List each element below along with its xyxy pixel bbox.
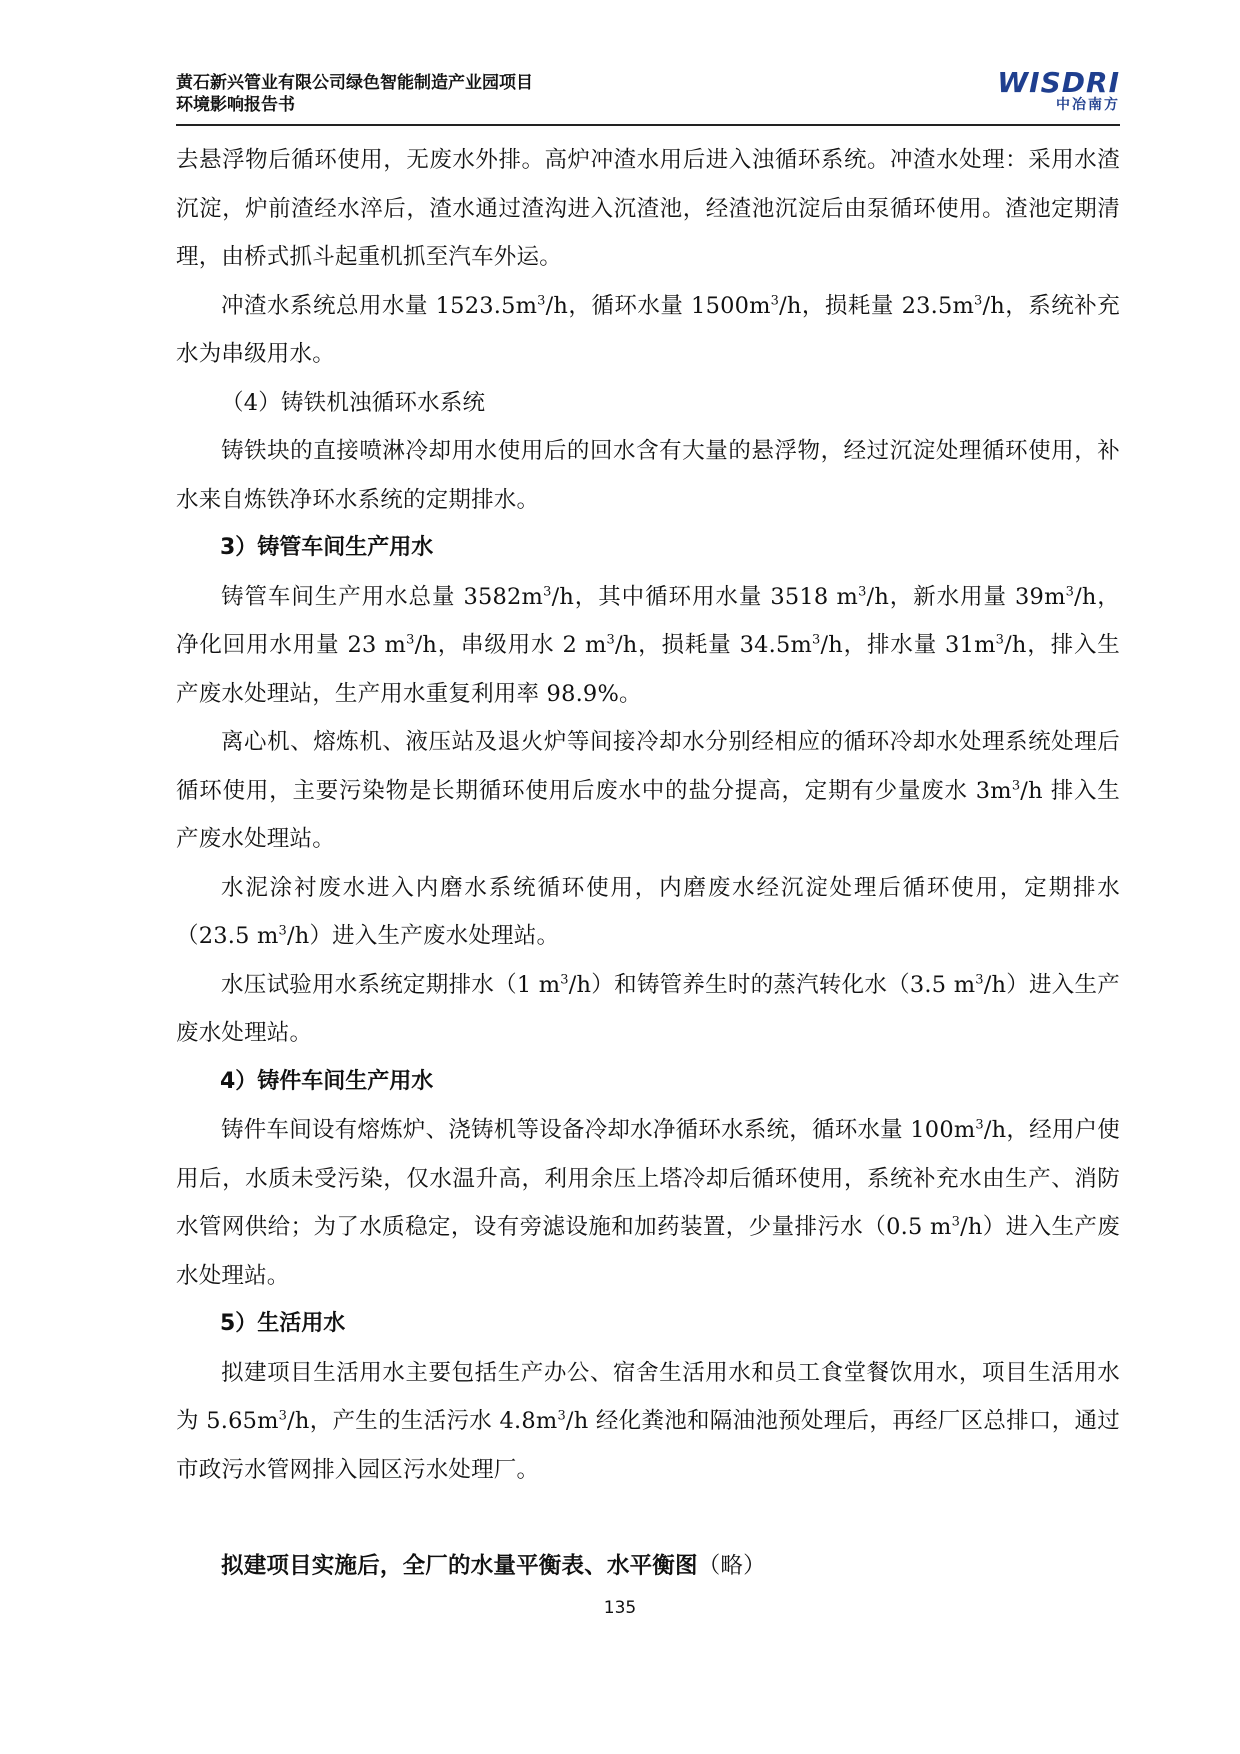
heading-domestic-water: 5）生活用水 [220, 1311, 346, 1336]
document-title-line1: 黄石新兴管业有限公司绿色智能制造产业园项目 [176, 73, 533, 93]
document-title [176, 72, 533, 116]
paragraph-slag-water: 去悬浮物后循环使用，无废水外排。高炉冲渣水用后进入浊循环系统。冲渣水处理：采用水渣沉淀，炉前渣经水淬后，渣水通过渣沟进入沉渣池，经渣池沉淀后由泵循环使用。渣池定期清理，由桥式抓斗起重机抓至汽车外运。 [176, 147, 1120, 270]
paragraph-cement-lining: 水泥涂衬废水进入内磨水系统循环使用，内磨废水经沉淀处理后循环使用，定期排水（23.5 $m^3/h$）进入生产废水处理站。 [176, 874, 1120, 949]
paragraph-water-balance-note: 拟建项目实施后，全厂的水量平衡表、水平衡图（略） [221, 1553, 766, 1579]
logo-wordmark: WISDRI [997, 68, 1120, 99]
heading-pipe-workshop: 3）铸管车间生产用水 [220, 535, 434, 560]
paragraph-casting-machine: 铸铁块的直接喷淋冷却用水使用后的回水含有大量的悬浮物，经过沉淀处理循环使用，补水来自炼铁净环水系统的定期排水。 [176, 438, 1120, 513]
paragraph-slag-water-volume: 冲渣水系统总用水量 $1523.5m^3/h$，循环水量 $1500m^3/h$，损耗量 $23.5m^3/h$，系统补充水为串级用水。 [176, 292, 1120, 367]
document-title-line2: 环境影响报告书 [176, 95, 295, 115]
paragraph-domestic-water: 拟建项目生活用水主要包括生产办公、宿舍生活用水和员工食堂餐饮用水，项目生活用水为 $5.65m^3/h$，产生的生活污水 $4.8m^3/h$ 经化粪池和隔油池预处理后，再经厂区总排口，通过市政污水管网排入园区污水处理厂。 [176, 1359, 1120, 1483]
paragraph-indirect-cooling: 离心机、熔炼机、液压站及退火炉等间接冷却水分别经相应的循环冷却水处理系统处理后循环使用，主要污染物是长期循环使用后废水中的盐分提高，定期有少量废水 $3m^3/h$ 排入生产废水处理站。 [176, 729, 1120, 852]
page-content [176, 136, 1120, 1591]
paragraph-pressure-test: 水压试验用水系统定期排水（1 $m^3/h$）和铸管养生时的蒸汽转化水（3.5 $m^3/h$）进入生产废水处理站。 [176, 971, 1120, 1046]
paragraph-casting-workshop: 铸件车间设有熔炼炉、浇铸机等设备冷却水净循环水系统，循环水量 $100m^3/h$，经用户使用后，水质未受污染，仅水温升高，利用余压上塔冷却后循环使用，系统补充水由生产、消防水管网供给；为了水质稳定，设有旁滤设施和加药装置，少量排污水（0.5 $m^3/h$）进入生产废水处理站。 [176, 1117, 1120, 1289]
page-number: 135 [603, 1598, 637, 1618]
subheading-casting-machine: （4）铸铁机浊循环水系统 [221, 389, 486, 416]
paragraph-pipe-workshop-volume: 铸管车间生产用水总量 $3582m^3/h$，其中循环用水量 3518 $m^3/h$，新水用量 $39m^3/h$，净化回用水用量 23 $m^3/h$，串级用水 2 $m^3/h$，损耗量 $34.5m^3/h$，排水量 $31m^3/h$，排入生产废水处理站，生产用水重复利用率 98.9%。 [176, 583, 1121, 707]
heading-casting-workshop: 4）铸件车间生产用水 [220, 1068, 434, 1094]
page-header [176, 62, 1120, 126]
logo-subtext: 中冶南方 [1056, 97, 1120, 113]
